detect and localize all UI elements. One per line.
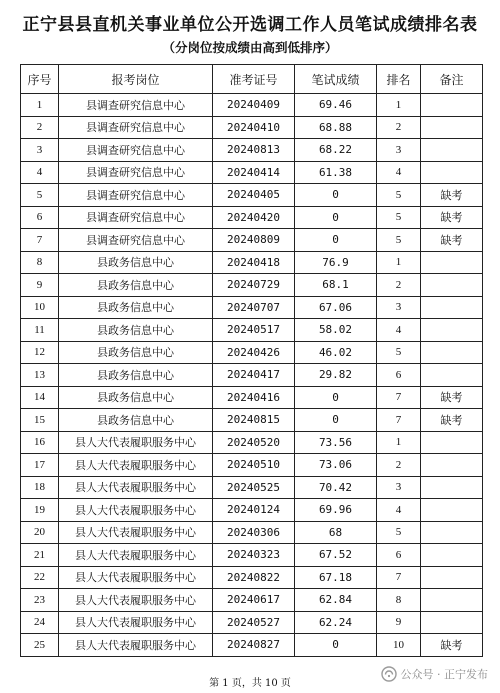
- row-post: 县人大代表履职服务中心: [59, 589, 213, 612]
- row-seq: 9: [21, 274, 59, 297]
- row-exam-id: 20240525: [213, 476, 295, 499]
- row-score: 0: [295, 409, 377, 432]
- row-score: 0: [295, 206, 377, 229]
- table-row: [21, 161, 483, 184]
- row-score: 68.1: [295, 274, 377, 297]
- row-rank: 4: [377, 319, 421, 342]
- row-score: 73.56: [295, 431, 377, 454]
- row-seq: 5: [21, 184, 59, 207]
- table-row: [21, 476, 483, 499]
- row-post: 县政务信息中心: [59, 251, 213, 274]
- row-score: 69.46: [295, 94, 377, 117]
- row-post: 县调查研究信息中心: [59, 184, 213, 207]
- row-score: 68: [295, 521, 377, 544]
- row-note: 缺考: [421, 184, 483, 207]
- row-post: 县人大代表履职服务中心: [59, 611, 213, 634]
- row-post: 县调查研究信息中心: [59, 116, 213, 139]
- row-note: 缺考: [421, 409, 483, 432]
- row-seq: 23: [21, 589, 59, 612]
- row-score: 0: [295, 229, 377, 252]
- row-note: [421, 161, 483, 184]
- row-exam-id: 20240520: [213, 431, 295, 454]
- row-score: 0: [295, 386, 377, 409]
- row-seq: 7: [21, 229, 59, 252]
- row-seq: 4: [21, 161, 59, 184]
- row-post: 县政务信息中心: [59, 319, 213, 342]
- row-note: [421, 611, 483, 634]
- row-rank: 4: [377, 499, 421, 522]
- row-rank: 6: [377, 544, 421, 567]
- table-row: [21, 409, 483, 432]
- row-exam-id: 20240527: [213, 611, 295, 634]
- table-row: [21, 544, 483, 567]
- row-score: 69.96: [295, 499, 377, 522]
- table-row: [21, 431, 483, 454]
- row-rank: 3: [377, 476, 421, 499]
- document-title: 正宁县县直机关事业单位公开选调工作人员笔试成绩排名表: [22, 15, 478, 35]
- page-footer: 第 1 页，共 10 页: [209, 678, 291, 689]
- table-row: [21, 94, 483, 117]
- row-seq: 1: [21, 94, 59, 117]
- row-exam-id: 20240306: [213, 521, 295, 544]
- row-score: 0: [295, 634, 377, 657]
- table-row: [21, 274, 483, 297]
- table-row: [21, 319, 483, 342]
- row-post: 县人大代表履职服务中心: [59, 454, 213, 477]
- row-note: 缺考: [421, 229, 483, 252]
- row-rank: 5: [377, 184, 421, 207]
- row-rank: 1: [377, 431, 421, 454]
- row-seq: 18: [21, 476, 59, 499]
- row-exam-id: 20240414: [213, 161, 295, 184]
- watermark: [381, 666, 489, 682]
- row-rank: 7: [377, 566, 421, 589]
- row-post: 县政务信息中心: [59, 296, 213, 319]
- row-post: 县调查研究信息中心: [59, 206, 213, 229]
- row-exam-id: 20240418: [213, 251, 295, 274]
- row-post: 县政务信息中心: [59, 274, 213, 297]
- row-note: [421, 274, 483, 297]
- row-rank: 2: [377, 454, 421, 477]
- row-score: 0: [295, 184, 377, 207]
- row-score: 70.42: [295, 476, 377, 499]
- row-seq: 3: [21, 139, 59, 162]
- row-rank: 3: [377, 296, 421, 319]
- row-note: [421, 116, 483, 139]
- row-seq: 13: [21, 364, 59, 387]
- row-post: 县政务信息中心: [59, 409, 213, 432]
- row-score: 68.88: [295, 116, 377, 139]
- row-exam-id: 20240510: [213, 454, 295, 477]
- row-post: 县调查研究信息中心: [59, 139, 213, 162]
- row-exam-id: 20240323: [213, 544, 295, 567]
- row-rank: 9: [377, 611, 421, 634]
- table-body: [21, 94, 483, 657]
- score-table: [20, 64, 483, 657]
- table-row: [21, 454, 483, 477]
- row-note: [421, 589, 483, 612]
- row-score: 68.22: [295, 139, 377, 162]
- row-exam-id: 20240729: [213, 274, 295, 297]
- table-row: [21, 589, 483, 612]
- row-exam-id: 20240410: [213, 116, 295, 139]
- row-rank: 1: [377, 251, 421, 274]
- table-row: [21, 139, 483, 162]
- row-note: [421, 139, 483, 162]
- row-note: [421, 341, 483, 364]
- row-note: 缺考: [421, 386, 483, 409]
- row-seq: 22: [21, 566, 59, 589]
- table-row: [21, 566, 483, 589]
- row-seq: 14: [21, 386, 59, 409]
- row-rank: 1: [377, 94, 421, 117]
- row-note: [421, 566, 483, 589]
- row-seq: 20: [21, 521, 59, 544]
- table-row: [21, 296, 483, 319]
- row-note: 缺考: [421, 206, 483, 229]
- table-row: [21, 364, 483, 387]
- column-header-note: 备注: [421, 65, 483, 94]
- row-seq: 25: [21, 634, 59, 657]
- row-exam-id: 20240420: [213, 206, 295, 229]
- row-rank: 7: [377, 386, 421, 409]
- row-post: 县人大代表履职服务中心: [59, 431, 213, 454]
- row-post: 县调查研究信息中心: [59, 229, 213, 252]
- row-note: 缺考: [421, 634, 483, 657]
- row-note: [421, 364, 483, 387]
- row-exam-id: 20240813: [213, 139, 295, 162]
- row-seq: 15: [21, 409, 59, 432]
- row-seq: 24: [21, 611, 59, 634]
- row-note: [421, 251, 483, 274]
- row-score: 73.06: [295, 454, 377, 477]
- row-exam-id: 20240124: [213, 499, 295, 522]
- row-seq: 11: [21, 319, 59, 342]
- table-header-row: [21, 65, 483, 94]
- row-rank: 4: [377, 161, 421, 184]
- row-rank: 3: [377, 139, 421, 162]
- row-score: 76.9: [295, 251, 377, 274]
- row-post: 县人大代表履职服务中心: [59, 634, 213, 657]
- row-rank: 5: [377, 521, 421, 544]
- row-exam-id: 20240617: [213, 589, 295, 612]
- row-post: 县政务信息中心: [59, 341, 213, 364]
- table-row: [21, 634, 483, 657]
- column-header-seq: 序号: [21, 65, 59, 94]
- row-seq: 16: [21, 431, 59, 454]
- row-exam-id: 20240827: [213, 634, 295, 657]
- row-note: [421, 499, 483, 522]
- row-post: 县人大代表履职服务中心: [59, 499, 213, 522]
- row-post: 县调查研究信息中心: [59, 94, 213, 117]
- row-score: 58.02: [295, 319, 377, 342]
- row-score: 67.06: [295, 296, 377, 319]
- row-seq: 6: [21, 206, 59, 229]
- row-note: [421, 431, 483, 454]
- table-row: [21, 116, 483, 139]
- table-row: [21, 499, 483, 522]
- table-row: [21, 184, 483, 207]
- row-score: 62.84: [295, 589, 377, 612]
- row-seq: 21: [21, 544, 59, 567]
- row-rank: 8: [377, 589, 421, 612]
- row-post: 县政务信息中心: [59, 386, 213, 409]
- row-exam-id: 20240707: [213, 296, 295, 319]
- row-seq: 19: [21, 499, 59, 522]
- row-post: 县调查研究信息中心: [59, 161, 213, 184]
- row-post: 县人大代表履职服务中心: [59, 476, 213, 499]
- row-exam-id: 20240809: [213, 229, 295, 252]
- row-score: 67.18: [295, 566, 377, 589]
- row-rank: 2: [377, 116, 421, 139]
- row-exam-id: 20240822: [213, 566, 295, 589]
- row-post: 县人大代表履职服务中心: [59, 544, 213, 567]
- row-exam-id: 20240426: [213, 341, 295, 364]
- row-exam-id: 20240517: [213, 319, 295, 342]
- table-row: [21, 611, 483, 634]
- row-note: [421, 296, 483, 319]
- table-row: [21, 341, 483, 364]
- table-row: [21, 521, 483, 544]
- row-rank: 5: [377, 229, 421, 252]
- row-rank: 10: [377, 634, 421, 657]
- row-exam-id: 20240815: [213, 409, 295, 432]
- column-header-rank: 排名: [377, 65, 421, 94]
- row-score: 46.02: [295, 341, 377, 364]
- row-rank: 2: [377, 274, 421, 297]
- row-note: [421, 454, 483, 477]
- row-post: 县人大代表履职服务中心: [59, 566, 213, 589]
- row-post: 县政务信息中心: [59, 364, 213, 387]
- wechat-official-account-icon: [381, 666, 397, 682]
- row-score: 29.82: [295, 364, 377, 387]
- row-seq: 17: [21, 454, 59, 477]
- row-note: [421, 94, 483, 117]
- row-seq: 8: [21, 251, 59, 274]
- table-row: [21, 251, 483, 274]
- row-rank: 6: [377, 364, 421, 387]
- row-rank: 7: [377, 409, 421, 432]
- row-seq: 2: [21, 116, 59, 139]
- table-row: [21, 386, 483, 409]
- column-header-exam-id: 准考证号: [213, 65, 295, 94]
- row-note: [421, 476, 483, 499]
- table-row: [21, 229, 483, 252]
- row-post: 县人大代表履职服务中心: [59, 521, 213, 544]
- row-seq: 10: [21, 296, 59, 319]
- row-note: [421, 521, 483, 544]
- row-exam-id: 20240416: [213, 386, 295, 409]
- row-exam-id: 20240405: [213, 184, 295, 207]
- row-score: 61.38: [295, 161, 377, 184]
- row-exam-id: 20240409: [213, 94, 295, 117]
- row-seq: 12: [21, 341, 59, 364]
- column-header-post: 报考岗位: [59, 65, 213, 94]
- row-rank: 5: [377, 341, 421, 364]
- column-header-score: 笔试成绩: [295, 65, 377, 94]
- row-exam-id: 20240417: [213, 364, 295, 387]
- watermark-text: 公众号 · 正宁发布: [400, 668, 488, 681]
- row-score: 67.52: [295, 544, 377, 567]
- row-rank: 5: [377, 206, 421, 229]
- row-note: [421, 544, 483, 567]
- row-note: [421, 319, 483, 342]
- table-row: [21, 206, 483, 229]
- document-subtitle: （分岗位按成绩由高到低排序）: [162, 40, 338, 55]
- row-score: 62.24: [295, 611, 377, 634]
